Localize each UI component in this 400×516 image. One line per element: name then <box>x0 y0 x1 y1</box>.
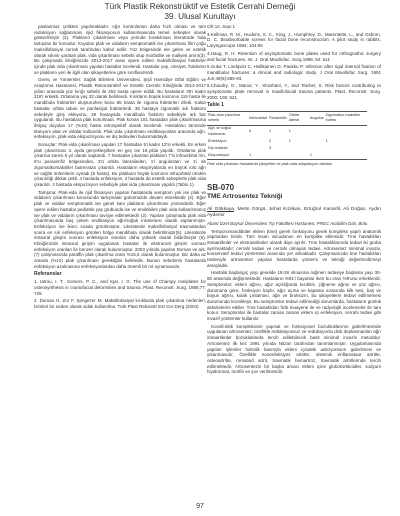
presenting-author: Ali Gökkaya <box>207 206 234 212</box>
table-row <box>207 145 367 152</box>
table-cell: Diş tedavisi <box>208 145 228 150</box>
abstract-code: SB-070 <box>207 182 235 192</box>
table-cell: 1 <box>288 129 291 134</box>
abstract-paragraph: Kondil-disk kompleksinin yapısal ve fonksiyonel bozukluklarının giderilmesinde uygulanan artrosentez; özellikle redüksiyonsuz ve redüksiyonlu disk deplasmanları ağrı intraartiküler bozukluklarda tercih edilebilecek basit minimal invaziv metoddur. Artrosentez ilk kez 1991 yılında Nitzan tarafından tanımlanmıştır. Uygulamasında yapılan işlemler hidrolik basınçla eklem içindeki adezyonların giderilmesi ve yıkanmasıdır. Özellikle nonenfeksiyöz artritte, sistemik enflamatuar artritte, osteoartritte, romatoid artrit, travmatik hemartroz, travmatik artritlerinde tercih edilmektedir. Artrosentezin bir başka amacı eklem içine glukokortikoidler, sodyum hiyalüronat, morfin ve şıvı verilmesidir. <box>207 323 381 375</box>
reference-item: 4.Haug, R. H. Retention of asymptomatic bone plates used for orthognathic surgery and facial fractures. Int. J. Oral Maxillofac. Surg.1996; 54: 611 <box>207 50 381 62</box>
table-cell: 1 <box>325 138 328 143</box>
reference-item: 5.Izuka T, Lindqvist C, Hallikainen D, Paukku P. Infection after rigid internal fixation of mandibular fractures: a clinical and radiologic study. J Oral Maxillofac Surg. 1991 Jun;49(6):585-93. <box>207 64 381 81</box>
discussion-paragraph: Tartışma: Plak-vida ile rijid fiksasyon yapılan hastalarda semptom yok ise plak ve vidaların çıkarılması konusunda tartışmalar günümüzde devam etmektedir (4). Eğer plak ve vidalar semptomatik ise genel kanı plakların çıkarılması yönündedir. Eğer opere edilen hastalar pediatrik yaş grubunda ise ve emilebilen plak vida kullanılmamış ise plak ve vidaların çıkarılması tavsiye edilmektedir (2). Yapılan çalışmada plak vida çıkarılmasında baş çeken endikasyon ağrı/soğuk intoleransı olarak saptanmıştır. Enfeksiyon ise ikinci sırada görülmüştür. Literatürde maksillofasiyal travmalardan sonra en sık enfeksiyon görülen bölge mandibula olarak belirtilmiştir(5). Literatürde intraoral girişim sonrası enfeksiyon oranları daha yüksek olarak bildirilmiştir (6). Kliniğimizde intraoral girişim uygulanan hastalar ile ekstraoral girişim sonrası enfeksiyon oranları ile benzer olarak bulunmuştur. 2003 yılında yapılan Duman ve ark. (7) çalışmasında paraffin plak çıkarılma oranı %15,5 olarak bulunmuştur. Biz daha az oranda (%10) plak çıkarılması gerektiğini belirledik. Bunun sebebinin hastalarda enfeksiyon azalmasına enfeksiyonlardan daha önemli bir rol oynamasıdır. <box>34 189 206 269</box>
left-column <box>34 24 206 312</box>
data-table <box>207 111 367 160</box>
table-cell: 3 <box>269 145 272 150</box>
congress-header: 39. Ulusal Kurultayı <box>164 12 236 21</box>
table-caption: Plak vida çıkarılan hastalarda şikayetler ve plak-vida adaptasyon alanları <box>207 161 333 166</box>
table-cell <box>325 152 367 159</box>
table-cell: 2 <box>269 138 272 143</box>
table-cell <box>248 145 268 152</box>
reference-item: 6.Chaudry, G., Manor, Y., Shoshani, Y., and Taicher, S. Risk factors contributing to symptomatic plate removal in maxillofacial trauma patients. Plast. Reconstr. Surg. 2000; 105: 521. <box>207 83 381 100</box>
affiliation: Abant İzzet Baysal Üniversitesi Tıp Fakültesi Hastanesi, PREC Anabilim Dalı, Bolu <box>207 221 368 227</box>
reference-item: 2. Duman H, Zor F, Şengezer M. Maksillofasiyal kırıklarda plak çıkarılma nedenleri, İsimleri bir neden olarak vidalı kullanılma. Türk Plast Rekonstr Est Cer Derg (2004) <box>34 298 206 310</box>
table-cell <box>288 145 309 152</box>
reference-item: 1. Iatrou, I. T., Somers, P. C., and Kjar, I. G. The use of Champy miniplates for osteosynthesis in craniofacial deformities and trauma. Plast. Reconstr. Surg. 1986;77: 729. <box>34 279 206 296</box>
abstract-title: TME Artrosentez Tekniği <box>207 192 283 200</box>
table-cell <box>309 145 325 152</box>
table-cell: Ekspozisyon <box>207 152 248 159</box>
table-cell <box>325 125 367 138</box>
table-header-cell: Zigomatiko-maksiller butres <box>325 112 367 126</box>
table-header-cell: Plak-vida çıkarılma sebebi <box>207 112 248 126</box>
reference-item: Cilt:12, Sayı:1 <box>207 24 236 29</box>
journal-header: Türk Plastik Rekonstrüktif ve Estetik Cerrahi Derneği <box>104 2 296 11</box>
table-title: Table 1 <box>207 102 224 109</box>
table-cell: 1 <box>288 138 291 143</box>
table-cell <box>325 145 367 152</box>
table-cell: Enfeksiyon <box>208 138 227 143</box>
co-authors: , Metin Görgü, Jehat Kızılkan, Ertuğrul Karanfil, Ali Doğan, Aydın Aydemir <box>207 206 381 218</box>
table-cell <box>248 138 268 145</box>
results-paragraph: Sonuçlar: Plak-vida çıkarılması yapılan 17 hastadan 5'i kadın 12'si erkekti. En erken plak çıkarılması 3. ayda gerçekleşirken en geç ise 18.yılda yapıldı. Ortalama plak çıkarma süresi 5 yıl olarak saptandı. 7 hastadan çıkarılan plakların 7'si infraorbital rim, 6'sı parasimfiz bölgesinden, 3'ü orbita lateralinden, 1'i angulustan ve 1'i de zigomatikomaksiller butresstan çıkarıldı. Hastaların ekspiryalarda en büyük rolü ağrı ve sağlık önlemlerin oynadı (8 hasta). Bu plakların büyük kısmının infraorbital rimden çıkarıldığı dikkat çekti. 4 hastada enfeksiyon, 3 hastada da estetik sebeplerle plak vida çıkarıldı. 2 hastada ekspozisyon sebebiyle plak vida çıkarılması yapıldı (Tablo 1). <box>34 142 206 187</box>
table-cell: Ağrı ve soğuk intoleransı <box>208 126 232 137</box>
table-cell: 1 <box>269 129 272 134</box>
table-header-cell: Orbita lateral <box>288 112 309 126</box>
table-row <box>207 138 367 145</box>
right-column <box>207 24 381 377</box>
table-header-cell: Angulus <box>309 112 325 126</box>
abstract-paragraph: Temporomandibüler eklem (tme) gerek fonksiyonu gerek kompleks yapılı anatomik yapılardan biridir. Tüm insan vücudunun en komplike eklemidir. Tme hastalıkları intraartiküler ve ekstraartiküler olarak ikiye ayrılır. Tme hastalıklarında tedavi iki gruba ayrılmaktadır; cerrahi tedavi ve cerrahi olmayan tedavi. Artrosentez minimal invaziv, konservatif tedavi yöntemleri arasında yer almaktadır. Çalışmamızda tme hastalıkları nedeniyle artrosentez yapılan hastalarda yöntemi ve tekniği değerlendirmeyi amaçladık. <box>207 228 381 268</box>
table-header-row <box>207 112 367 126</box>
table-cell: 1 <box>309 152 325 159</box>
table-row <box>207 152 367 159</box>
table-cell: 1 <box>248 152 268 159</box>
references-heading: Referanslar <box>34 270 62 277</box>
reference-item: 3.Kellman, R. M., Huckins, S. C., King, J., Humphrey, D., Marentette, L., and Osborn, D. C. Bioabsorbable screws for facial bone reconstruction: A pilot study in rabbits. Laryngoscope 1994; 104:55 <box>207 31 381 49</box>
body-paragraph: paslanmaz çelikten yapılmaktadır. Ağır kontrolünün daha hızlı olması ve tam reduksiyon sağlanması rijid fiksasyonun kullanılmasında temel sebepler olarak gösterilmiştir (2). Plakların çıkarılması veya yerinde bırakılması literatürde hala tartışılan bir konudur. Koyulan plak ve vidaların semptomatik ise çıkarılması fikri çoğu maksillofasiyal cerrah tarafından kabul edilir. Yüz bölgesinde ele gelen ve estetik olarak sıkıntı yaratan plak, vida çıkarılması sebebi olup morbidite ve maliyeti artırır(3). Bu çalışmada kliniğimizde 2013-2017 arası opere edilen maksillofasiyal fraktürler içinde plak vida çıkarılması yapılan hastalar incelendi. Hastalar yaş, cinsiyet, fraktürün ve plakların yeri ile ilgili olan şikayetlerine göre sınıflandırıldı. <box>34 24 206 75</box>
table-cell <box>309 125 325 138</box>
table-cell <box>268 152 288 159</box>
table-cell: 6 <box>249 129 252 134</box>
abstract-paragraph: Hastalık başlangıç yaşı genelde 18-28 olmasına rağmen tedaviye başlama yaşı 30-50 arasında değişmektedir. Hastaların %91'i bayanlar iken bu oran %9'unu erkeklerdir. Semptomlar; eklem ağrısı, ağız açıklığında kısıtlılık, çiğneme ağrısı ve yüz ağrısı, durumuna göre, fonksiyon kaybı, ağız açma ve kapama sırasında klik sesi, baş ve boyun ağrısı, kulak çınlaması, ağrı ve bruksizm, bu şikayetlerin tedavi edilmemesi durumunda kronikleşir. Bu semptomlar tedavi edilmediği durumlarda, hastaların günlük aktivitelerini etkiler. Tme hastalıkları fizik muayene ile ve radyolojik incelemeler ile tanı konur. Semptomlar ile hastalar zaman zaman eklem içi enfeksiyon, cerrahi tedavi gibi invazif yöntemler kullanılır. <box>207 270 381 322</box>
table-row <box>207 125 367 138</box>
table-cell <box>309 138 325 145</box>
page-number: 97 <box>196 503 204 510</box>
table-cell <box>288 152 309 159</box>
methods-paragraph: Gereç ve Yöntemler: Sağlık Bilimleri Üniversitesi, Şişli Hamidiye Etfal Eğitim ve Araştırma Hastanesi, Plastik Rekonstrüktif ve Estetik Cerrahi Kliniğinde 2013-2017 yılları arasında yüz kırığı sebebi ile 253 hasta opere edildi. Bu hastaların 35'i kadın 218'i erkekti. Ortalama yaş 32 olarak belirlendi. Kırıkların büyük kısmının 118 hasta ile mandibula fraktürleri oluştururken bunu 85 hasta ile zigoma fraktürleri izledi. Kalan hastalar orbita taban ve panfasiyal fraktürlerdi. 35 hastaya zigomatik ark fraktürü sebebiyle giriş ekleyonu, 39 hastayada mandibula fraktürü sebebiyle ark bar uygulandı. Bu hastalara plak konulmadı. Plak konan 181 hastadan plak çıkarılmasına ihtiyaç duyulan 17 (%10) hasta retrospektif olarak incelendi. Hastaların tümünde titanyum plak ve vidalar kullanıldı. Plak vida çıkarılması endikasyonları arasında ağrı, enfeksiyon, plak-vida ekspozisyonu ve diş tedavileri bulunmaktaydı. <box>34 77 206 140</box>
table-header-cell: Parasimfiz <box>268 112 288 126</box>
author-list <box>207 207 381 219</box>
table-header-cell: İnfraorbital <box>248 112 268 126</box>
